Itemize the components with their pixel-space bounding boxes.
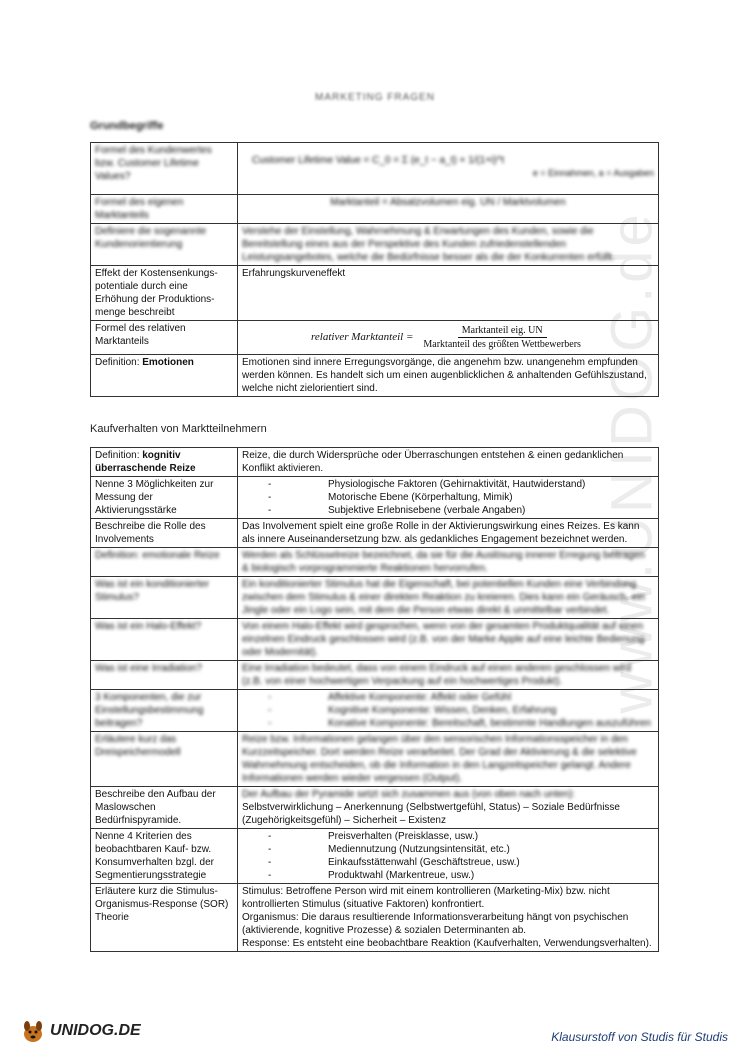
table-row xyxy=(91,829,659,884)
table-row xyxy=(91,690,659,732)
table-row xyxy=(91,884,659,952)
question-cell: Was ist eine Irradiation? xyxy=(91,661,238,690)
question-cell: Beschreibe den Aufbau der Maslowschen Bedürfnispyramide. xyxy=(91,787,238,829)
answer-cell xyxy=(238,690,659,732)
question-cell: Definiere die sogenannte Kundenorientierung xyxy=(91,224,238,266)
question-cell: Nenne 3 Möglichkeiten zur Messung der Aktivierungsstärke xyxy=(91,477,238,519)
list-item: - Affektive Komponente: Affekt oder Gefühl xyxy=(242,691,654,704)
table-row xyxy=(91,321,659,355)
answer-cell xyxy=(238,321,659,355)
list-item: - Einkaufsstättenwahl (Geschäftstreue, usw.) xyxy=(242,856,654,869)
question-cell: Formel des Kundenwertes bzw. Customer Lifetime Values? xyxy=(91,143,238,195)
question-cell: Definition: Emotionen xyxy=(91,355,238,397)
answer-cell: Marktanteil = Absatzvolumen eig. UN / Marktvolumen xyxy=(238,195,659,224)
list-item: - Konative Komponente: Bereitschaft, bestimmte Handlungen auszuführen xyxy=(242,717,654,730)
table-row xyxy=(91,619,659,661)
answer-cell: Ein konditionierter Stimulus hat die Eigenschaft, bei potentiellen Kunden eine Verbindung zwischen dem Stimulus & einer direkten Reaktion zu kreieren. Dies kann ein Geräusch, ein Jingle oder ein Logo sein, mit dem die Person etwas direkt & unmittelbar verbindet. xyxy=(238,577,659,619)
answer-cell: Customer Lifetime Value = C_0 = Σ (e_t − a_t) × 1/(1+i)^t e = Einnahmen, a = Ausgaben xyxy=(238,143,659,195)
question-cell: Erläutere kurz die Stimulus-Organismus-Response (SOR) Theorie xyxy=(91,884,238,952)
answer-cell: Werden als Schlüsselreize bezeichnet, da sie für die Auslösung innerer Erregung beitragen & biologisch vorprogrammierte Reaktionen hervorrufen. xyxy=(238,548,659,577)
table-row xyxy=(91,577,659,619)
answer-cell: Reize, die durch Widersprüche oder Überraschungen entstehen & einen gedanklichen Konflikt aktivieren. xyxy=(238,448,659,477)
list-item: - Kognitive Komponente: Wissen, Denken, Erfahrung xyxy=(242,704,654,717)
table-row xyxy=(91,787,659,829)
table-row xyxy=(91,143,659,195)
answer-cell xyxy=(238,477,659,519)
table-row xyxy=(91,266,659,321)
question-cell: Was ist ein konditionierter Stimulus? xyxy=(91,577,238,619)
page-title: MARKETING FRAGEN xyxy=(315,92,435,103)
question-cell: Definition: emotionale Reize xyxy=(91,548,238,577)
answer-cell: Emotionen sind innere Erregungsvorgänge, die angenehm bzw. unangenehm empfunden werden können. Es handelt sich um einen augenblicklichen & anhaltenden Gefühlszustand, welche nicht zielorientiert sind. xyxy=(238,355,659,397)
answer-cell: Reize bzw. Informationen gelangen über den sensorischen Informationsspeicher in den Kurzzeitspeicher. Dort werden Reize verarbeitet. Der Grad der Aktivierung & die selektive Wahrnehmung entscheiden, ob die Information in den Langzeitspeicher gelangt. Andere Informationen werden wieder vergessen (Output). xyxy=(238,732,659,787)
unidog-logo xyxy=(20,1018,141,1044)
question-cell: Was ist ein Halo-Effekt? xyxy=(91,619,238,661)
watermark: www.UNIDOG.de xyxy=(599,210,665,714)
question-cell: Erläutere kurz das Dreispeichermodell xyxy=(91,732,238,787)
list-item: - Preisverhalten (Preisklasse, usw.) xyxy=(242,830,654,843)
question-cell: Beschreibe die Rolle des Involvements xyxy=(91,519,238,548)
section-title-kaufverhalten: Kaufverhalten von Marktteilnehmern xyxy=(90,423,267,435)
list-item: - Motorische Ebene (Körperhaltung, Mimik) xyxy=(242,491,654,504)
table-row xyxy=(91,519,659,548)
table-row xyxy=(91,661,659,690)
dog-mascot-icon xyxy=(20,1018,46,1044)
list-item: - Produktwahl (Markentreue, usw.) xyxy=(242,869,654,882)
table-grundbegriffe xyxy=(90,142,659,397)
question-cell: Definition: kognitiv überraschende Reize xyxy=(91,448,238,477)
answer-cell: Eine Irradiation bedeutet, dass von einem Eindruck auf einen anderen geschlossen wird (z.B. von einer hochwertigen Verpackung auf ein hochwertiges Produkt). xyxy=(238,661,659,690)
relative-market-share-formula: relativer Marktanteil = $\frac{\text{Marktanteil eig. UN}}{\text{Marktanteil des größten Wettbewerbers}}$ xyxy=(311,325,581,350)
table-row xyxy=(91,448,659,477)
logo-text: UNIDOG.DE xyxy=(50,1022,141,1039)
table-row xyxy=(91,732,659,787)
question-cell: Formel des relativen Marktanteils xyxy=(91,321,238,355)
answer-cell: Erfahrungskurveneffekt xyxy=(238,266,659,321)
answer-cell: Der Aufbau der Pyramide setzt sich zusammen aus (von oben nach unten): Selbstverwirklichung – Anerkennung (Selbstwertgefühl, Status) – Soziale Bedürfnisse (Zugehörigkeitsgefühl) – Sicherheit – Existenz xyxy=(238,787,659,829)
table-row xyxy=(91,195,659,224)
table-row xyxy=(91,548,659,577)
table-row xyxy=(91,224,659,266)
answer-cell: Von einem Halo-Effekt wird gesprochen, wenn von der gesamten Produktqualität auf einen einzelnen Eindruck geschlossen wird (z.B. von der Marke Apple auf eine leichte Bedienung oder Modernität). xyxy=(238,619,659,661)
section-title-grundbegriffe: Grundbegriffe xyxy=(90,120,164,132)
table-row xyxy=(91,477,659,519)
answer-cell: Verstehe der Einstellung, Wahrnehmung & Erwartungen des Kunden, sowie die Bereitstellung eines aus der Perspektive des Kunden zufriedenstellenden Leistungsangebotes, welche die Bedürfnisse besser als die der Konkurrenten erfüllt. xyxy=(238,224,659,266)
table-row xyxy=(91,355,659,397)
table-kaufverhalten xyxy=(90,447,659,952)
answer-cell: Stimulus: Betroffene Person wird mit einem kontrollieren (Marketing-Mix) bzw. nicht kontrollierten Stimulus (situative Faktoren) konfrontiert. Organismus: Die daraus resultierende Informationsverarbeitung hängt von psychischen (aktivierende, kognitive Prozesse) & sozialen Determinanten ab. Response: Es entsteht eine beobachtbare Reaktion (Kaufverhalten, Verwendungsverhalten). xyxy=(238,884,659,952)
question-cell: Formel des eigenen Marktanteils xyxy=(91,195,238,224)
question-cell: 3 Komponenten, die zur Einstellungsbestimmung beitragen? xyxy=(91,690,238,732)
footer-slogan: Klausurstoff von Studis für Studis xyxy=(551,1030,728,1044)
list-item: - Physiologische Faktoren (Gehirnaktivität, Hautwiderstand) xyxy=(242,478,654,491)
list-item: - Mediennutzung (Nutzungsintensität, etc.) xyxy=(242,843,654,856)
question-cell: Nenne 4 Kriterien des beobachtbaren Kauf- bzw. Konsumverhalten bzgl. der Segmentierungsstrategie xyxy=(91,829,238,884)
answer-cell: Das Involvement spielt eine große Rolle in der Aktivierungswirkung eines Reizes. Es kann als innere Auseinandersetzung bzw. als gedankliches Engagement bezeichnet werden. xyxy=(238,519,659,548)
question-cell: Effekt der Kostensenkungs-potentiale durch eine Erhöhung der Produktions-menge beschreibt xyxy=(91,266,238,321)
list-item: - Subjektive Erlebnisebene (verbale Angaben) xyxy=(242,504,654,517)
answer-cell xyxy=(238,829,659,884)
